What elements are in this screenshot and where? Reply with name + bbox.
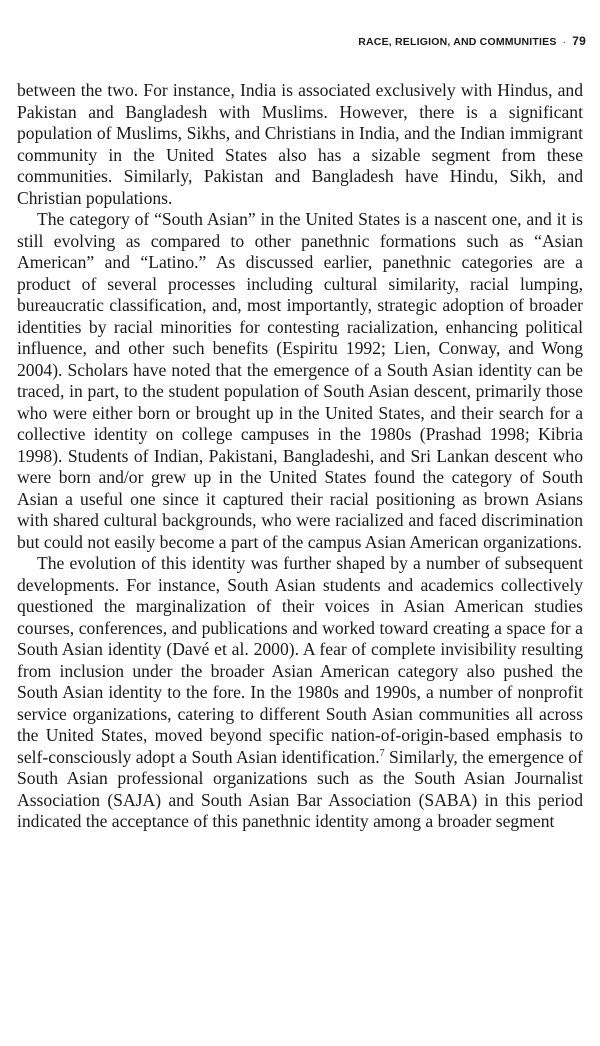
endnote-marker[interactable]: 7 [379,747,385,759]
paragraph-3-text-a: The evolution of this identity was further shaped by a number of subsequent developments. For instance, South Asian students and academics collectively questioned the marginalization of their voices in Asian American studies courses, conferences, and publications and worked toward creating a space for a South Asian identity (Davé et al. 2000). A fear of complete invisibility resulting from inclusion under the broader Asian American category also pushed the South Asian identity to the fore. In the 1980s and 1990s, a number of nonprofit service organizations, catering to different South Asian communities all across the United States, moved beyond specific nation-of-origin-based emphasis to self-consciously adopt a South Asian identification. [17,553,583,767]
page-number: 79 [572,34,586,48]
running-head-title: RACE, RELIGION, AND COMMUNITIES [358,36,557,48]
body-text [17,80,583,833]
paragraph-3 [17,553,583,833]
running-head [0,34,586,48]
running-head-separator: · [562,36,567,48]
paragraph-3-text-b: Similarly, the emergence of South Asian professional organizations such as the South Asian Journalist Association (SAJA) and South Asian Bar Association (SABA) in this period indicated the acceptance of this panethnic identity among a broader segment [17,746,583,831]
paragraph-2: The category of “South Asian” in the United States is a nascent one, and it is still evolving as compared to other panethnic formations such as “Asian American” and “Latino.” As discussed earlier, panethnic categories are a product of several processes including cultural similarity, racial lumping, bureaucratic classification, and, most importantly, strategic adoption of broader identities by racial minorities for contesting racialization, enhancing political influence, and other such benefits (Espiritu 1992; Lien, Conway, and Wong 2004). Scholars have noted that the emergence of a South Asian identity can be traced, in part, to the student population of South Asian descent, primarily those who were either born or brought up in the United States, and their search for a collective identity on college campuses in the 1980s (Prashad 1998; Kibria 1998). Students of Indian, Pakistani, Bangladeshi, and Sri Lankan descent who were born and/or grew up in the United States found the category of South Asian a useful one since it captured their racial positioning as brown Asians with shared cultural backgrounds, who were racialized and faced discrimination but could not easily become a part of the campus Asian American organizations. [17,209,583,552]
paragraph-1: between the two. For instance, India is associated exclusively with Hindus, and Pakistan and Bangladesh with Muslims. However, there is a significant population of Muslims, Sikhs, and Christians in India, and the Indian immigrant community in the United States also has a sizable segment from these communities. Similarly, Pakistan and Bangladesh have Hindu, Sikh, and Christian populations. [17,80,583,208]
